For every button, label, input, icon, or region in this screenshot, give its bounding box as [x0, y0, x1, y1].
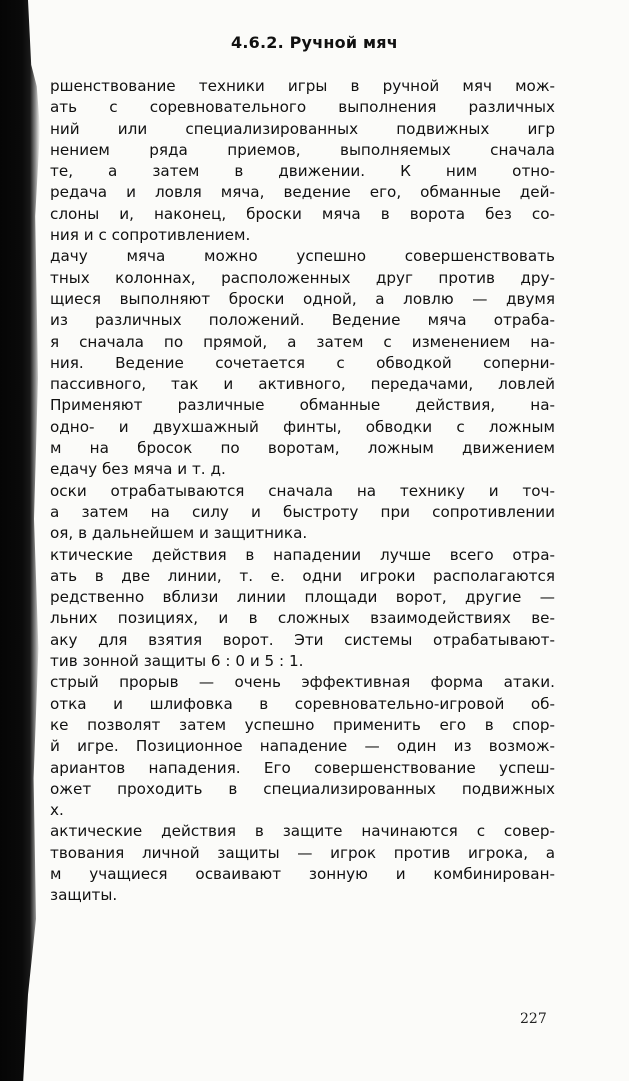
text-line: ний или специализированных подвижных игр: [50, 119, 555, 138]
text-line: твования личной защиты — игрок против игрока, а: [50, 843, 555, 862]
text-line: отка и шлифовка в соревновательно-игровой об-: [50, 694, 555, 713]
text-line: ожет проходить в специализированных подвижных: [50, 779, 555, 798]
text-line: Применяют различные обманные действия, на-: [50, 396, 555, 415]
text-line: редственно вблизи линии площади ворот, другие —: [50, 588, 555, 607]
body-text: [50, 76, 555, 907]
text-line: аку для взятия ворот. Эти системы отрабатывают-: [50, 630, 555, 649]
text-line: едачу без мяча и т. д.: [50, 460, 226, 479]
text-line: дачу мяча можно успешно совершенствовать: [50, 247, 555, 266]
text-line: ния и с сопротивлением.: [50, 226, 251, 245]
text-line: ния. Ведение сочетается с обводкой соперни-: [50, 353, 555, 372]
text-line: ке позволят затем успешно применить его в спор-: [50, 715, 555, 734]
scan-binding-shadow: [0, 0, 40, 1081]
text-line: я сначала по прямой, а затем с изменением на-: [50, 332, 555, 351]
text-line: актические действия в защите начинаются с совер-: [50, 822, 555, 841]
text-line: тив зонной защиты 6 : 0 и 5 : 1.: [50, 652, 304, 671]
text-line: слоны и, наконец, броски мяча в ворота без со-: [50, 204, 555, 223]
text-line: тных колоннах, расположенных друг против дру-: [50, 268, 555, 287]
text-line: ариантов нападения. Его совершенствование успеш-: [50, 758, 555, 777]
text-line: оя, в дальнейшем и защитника.: [50, 524, 308, 543]
text-line: а затем на силу и быстроту при сопротивлении: [50, 502, 555, 521]
text-line: х.: [50, 801, 64, 820]
text-line: щиеся выполняют броски одной, а ловлю — двумя: [50, 289, 555, 308]
text-line: ать с соревновательного выполнения различных: [50, 98, 555, 117]
text-line: м на бросок по воротам, ложным движением: [50, 439, 555, 458]
text-line: ршенствование техники игры в ручной мяч мож-: [50, 77, 555, 95]
text-line: одно- и двухшажный финты, обводки с ложным: [50, 417, 555, 436]
text-line: из различных положений. Ведение мяча отраба-: [50, 311, 555, 330]
text-line: нением ряда приемов, выполняемых сначала: [50, 140, 555, 159]
section-heading: 4.6.2. Ручной мяч: [231, 33, 398, 52]
text-line: пассивного, так и активного, передачами, ловлей: [50, 375, 555, 394]
page-number: 227: [520, 1011, 547, 1027]
text-line: м учащиеся осваивают зонную и комбинирован-: [50, 864, 555, 883]
text-line: те, а затем в движении. К ним отно-: [50, 162, 555, 181]
text-line: редача и ловля мяча, ведение его, обманные дей-: [50, 183, 555, 202]
text-line: стрый прорыв — очень эффективная форма атаки.: [50, 673, 555, 692]
text-line: льних позициях, и в сложных взаимодействиях ве-: [50, 609, 555, 628]
text-line: ать в две линии, т. е. одни игроки располагаются: [50, 566, 555, 585]
text-line: й игре. Позиционное нападение — один из возмож-: [50, 737, 555, 756]
text-line: оски отрабатываются сначала на технику и точ-: [50, 481, 555, 500]
text-line: ктические действия в нападении лучше всего отра-: [50, 545, 555, 564]
text-line: защиты.: [50, 886, 118, 905]
